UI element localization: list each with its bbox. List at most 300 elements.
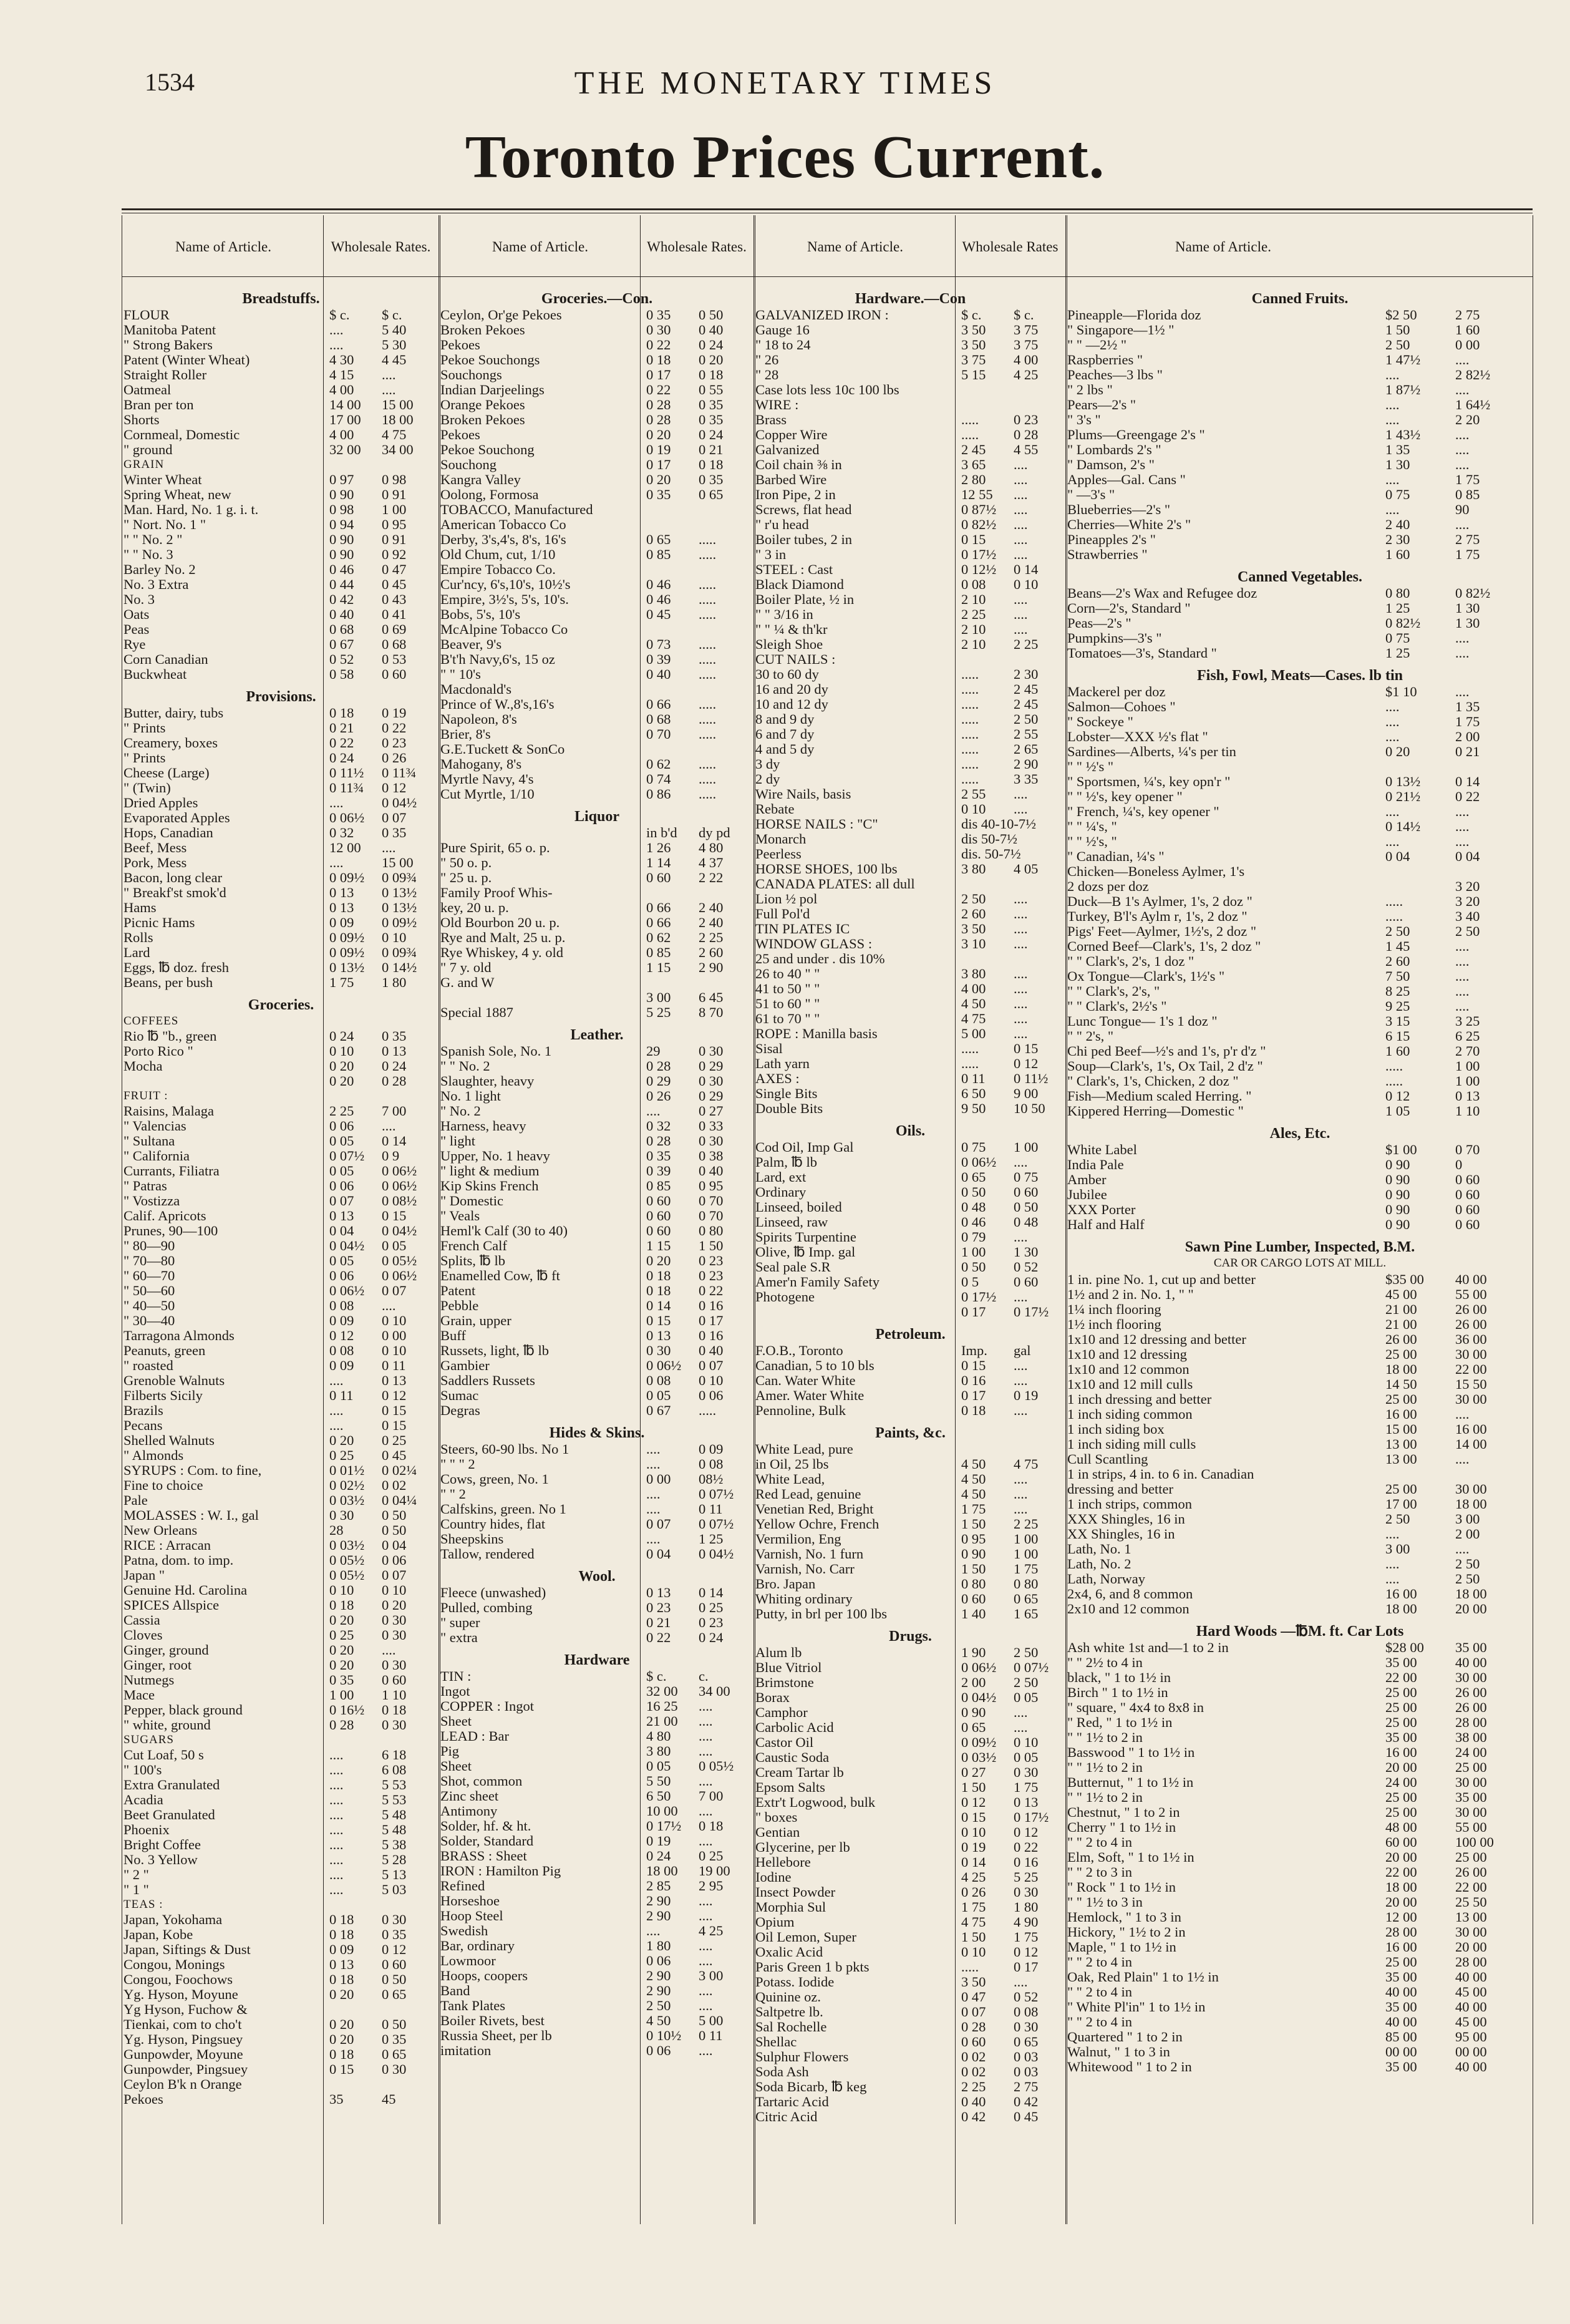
table-row [440,1938,754,1953]
article-name: Canadian, 5 to 10 bls [755,1358,875,1373]
article-name: Grenoble Walnuts [124,1373,225,1388]
rate-low: 0 24 [646,1848,671,1864]
table-row [124,562,439,577]
rate-high [379,1014,439,1029]
table-row [1067,714,1533,729]
rate-low: 0 14 [961,1854,986,1870]
article-name: Ceylon, Or'ge Pekoes [440,307,562,323]
article-name: Oatmeal [124,382,172,397]
article-name [440,990,640,1005]
table-row [1067,744,1533,759]
table-row [1067,774,1533,789]
rate-low: 1 25 [1385,645,1410,661]
rate-low: 0 05 [329,1253,354,1268]
article-name: 1 inch dressing and better [1067,1391,1212,1407]
rate-low: 1 50 [961,1516,986,1532]
article-name: " 80—90 [124,1238,175,1253]
table-row [755,1690,1065,1705]
rate-low: 0 06 [329,1268,354,1283]
rate-high: 0 65 [382,1986,407,2002]
article-name: Sheepskins [440,1531,504,1547]
rate-low: 35 00 [1385,1969,1417,1985]
table-row [1067,1805,1533,1820]
rate-high: 1 10 [1455,1103,1480,1119]
rate-low: 0 15 [961,1358,986,1373]
article-name: Saddlers Russets [440,1373,535,1388]
rate-low: 17 00 [1385,1496,1417,1512]
article-name: STEEL : Cast [755,562,833,577]
rate-high: 0 19 [1014,1388,1039,1403]
table-row [1067,1970,1533,1985]
article-name: Evaporated Apples [124,810,230,825]
rate-high: .... [1014,532,1028,547]
article-name: Tank Plates [440,1998,506,2013]
rate-high: 0 60 [382,1672,407,1688]
page-title: Toronto Prices Current. [465,124,1105,191]
article-name: " Patras [124,1178,167,1194]
rate-low: 0 22 [646,337,671,352]
rate-high: 2 95 [699,1878,724,1894]
rate-low: 0 09½ [329,945,365,960]
table-row [440,472,754,487]
rate-high [379,2002,439,2017]
rate-high: 0 25 [699,1600,724,1615]
rate-high: 0 07 [382,1283,407,1298]
article-name: Cows, green, No. 1 [440,1471,549,1487]
article-name: " " 2½ to 4 in [1067,1655,1143,1670]
table-row [1067,1760,1533,1775]
rate-low: 2 50 [646,1998,671,2013]
article-name: " Breakf'st smok'd [124,885,226,900]
rate-low: 13 00 [1385,1451,1417,1467]
table-row [440,1074,754,1089]
rate-high: .... [1014,1358,1028,1373]
table-row [440,1968,754,1983]
table-row [1067,1730,1533,1745]
table-row [755,1200,1065,1215]
rate-high [379,1089,439,1104]
article-name: Lowmoor [440,1953,496,1968]
rate-high: 30 00 [1455,1774,1487,1790]
table-row [755,757,1065,772]
table-row [755,338,1065,352]
table-row [124,1403,439,1418]
rate-low [955,877,1011,892]
rate-high: 0 23 [699,1615,724,1630]
table-row [440,772,754,787]
rate-high: .... [382,1118,396,1134]
table-row [755,862,1065,877]
rate-high: 0 30 [1014,1884,1039,1900]
rate-high: 4 75 [1014,1456,1039,1472]
rate-low: 0 18 [329,1972,354,1987]
table-row [755,1041,1065,1056]
rate-low [323,1089,379,1104]
table-row [755,1825,1065,1840]
rate-high: 0 47 [382,562,407,577]
price-column [1067,284,1533,2074]
article-name: Grain, upper [440,1313,511,1328]
rate-low: 0 42 [961,2109,986,2124]
rate-low: 0 05 [329,1163,354,1179]
rate-low: 4 50 [961,1486,986,1502]
table-row [124,323,439,338]
rate-high: .... [1014,1403,1028,1418]
rate-low: 0 18 [961,1403,986,1418]
article-name: Putty, in brl per 100 lbs [755,1606,888,1621]
table-row [1067,2015,1533,2030]
rate-high: .... [1014,1471,1028,1487]
article-name: Strawberries " [1067,547,1148,562]
rate-high: 0 16 [699,1298,724,1313]
article-name: Full Pol'd [755,906,810,921]
rate-high: 0 35 [699,397,724,412]
rate-low: 0 11½ [329,765,364,780]
rate-low: 26 00 [1385,1331,1417,1347]
article-name: White Label [1067,1142,1137,1157]
rate-high: .... [1014,1373,1028,1388]
rate-low: 0 06 [329,1118,354,1134]
rate-low [640,742,696,757]
table-row [1067,323,1533,338]
rate-low: .... [646,1441,661,1457]
table-row [124,457,439,472]
table-row [755,1487,1065,1502]
article-name: " " —2½ " [1067,337,1127,352]
table-row [755,308,1065,323]
table-row [1067,338,1533,352]
table-row [755,847,1065,862]
rate-low: 0 06 [646,2043,671,2058]
table-row [1067,631,1533,646]
rate-high: 5 38 [382,1837,407,1852]
article-name: Cloves [124,1627,163,1643]
article-name: " " " 2 [440,1456,475,1472]
rate-high: 2 75 [1014,2079,1039,2094]
article-name: 1 inch strips, common [1067,1496,1192,1512]
rate-low: .... [1385,1571,1400,1587]
rate-low: 0 17 [961,1304,986,1320]
rate-high: .... [382,367,396,382]
rate-high [1453,759,1533,774]
table-row [440,637,754,652]
rate-high: 4 55 [1014,442,1039,457]
rate-high: 13 00 [1455,1909,1487,1925]
article-name: Duck—B 1's Aylmer, 1's, 2 doz " [1067,893,1253,909]
rate-low: 60 00 [1385,1834,1417,1850]
rate-high: .... [382,1642,396,1658]
rate-low: 7 50 [1385,968,1410,984]
table-row [1067,586,1533,601]
rate-high: .... [699,1728,713,1744]
table-row [1067,1172,1533,1187]
table-row [1067,1362,1533,1377]
rate-high: 0 70 [699,1208,724,1223]
rate-high: 0 22 [1455,789,1480,804]
rate-low: 0 60 [646,1208,671,1223]
rate-low: 0 20 [329,1657,354,1673]
rate-high: 0 50 [382,2016,407,2032]
article-name: 10 and 12 dy [755,696,828,712]
article-name: Brazils [124,1403,163,1418]
table-row [1067,1587,1533,1602]
table-row [440,1532,754,1547]
rate-low: 1 00 [329,1687,354,1703]
table-row [1067,894,1533,909]
rate-high: 1 64½ [1455,397,1491,412]
rate-low: .... [646,1501,661,1517]
article-name: Oil Lemon, Super [755,1929,856,1945]
rate-high: 5 53 [382,1792,407,1807]
article-name: Spanish Sole, No. 1 [440,1043,552,1059]
table-row [124,1688,439,1703]
article-name: Beans—2's Wax and Refugee doz [1067,585,1257,601]
table-row [124,367,439,382]
rate-high: 90 [1455,502,1470,517]
article-name: GRAIN [124,458,165,471]
table-row [755,921,1065,936]
article-name: Oak, Red Plain" 1 to 1½ in [1067,1969,1219,1985]
table-row [1067,517,1533,532]
article-name: Fish, Fowl, Meats—Cases. lb tin [1197,668,1403,684]
article-name: Spirits Turpentine [755,1229,856,1245]
table-row [124,2002,439,2017]
table-row [440,382,754,397]
rate-high: .... [1014,1289,1028,1305]
rate-high: 4 75 [382,427,407,442]
rate-low: 25 00 [1385,1685,1417,1700]
rate-high: 6 08 [382,1762,407,1777]
article-name: Hemlock, " 1 to 3 in [1067,1909,1181,1925]
rate-high: 0 07½ [1014,1660,1049,1675]
rate-high: .... [1455,630,1470,646]
table-row [1067,1089,1533,1104]
rate-low: 18 00 [1385,1601,1417,1617]
table-row [124,975,439,990]
table-row [755,592,1065,607]
table-row [1067,1302,1533,1317]
article-name: Degras [440,1403,480,1418]
rate-low: 14 50 [1385,1376,1417,1392]
article-name: Lunc Tongue— 1's 1 doz " [1067,1013,1218,1029]
rate-high: ..... [699,1403,717,1418]
table-row [755,352,1065,367]
rate-low: 25 00 [1385,1481,1417,1497]
table-row [124,472,439,487]
rate-high: ..... [699,636,717,652]
rate-low: .... [329,795,344,810]
rate-low: 3 80 [961,966,986,981]
table-row [124,607,439,622]
rate-high: 0 30 [699,1133,724,1149]
article-name: Cod Oil, Imp Gal [755,1139,854,1155]
rate-high: 0 69 [382,621,407,637]
rate-low: 0 02 [961,2049,986,2064]
rate-low: 6 50 [961,1086,986,1101]
article-name: Sulphur Flowers [755,2049,849,2064]
rate-high: 0 03 [1014,2049,1039,2064]
table-row [440,592,754,607]
rate-high: 22 00 [1455,1879,1487,1895]
rate-low: 0 11 [961,1071,986,1086]
article-name: Gambier [440,1358,490,1373]
rate-low: .... [646,1531,661,1547]
rate-low: 0 07 [646,1516,671,1532]
rate-high: 2 40 [699,915,724,930]
rate-low: $ c. [961,307,982,323]
table-row [440,1164,754,1179]
table-row [755,802,1065,817]
table-row [440,2028,754,2043]
rate-low: 0 08 [329,1343,354,1358]
rate-high: 0 24 [699,337,724,352]
table-row [755,1011,1065,1026]
table-row [440,667,754,682]
article-name: " (Twin) [124,780,171,795]
rate-low: 0 00 [646,1471,671,1487]
article-name: Macdonald's [440,681,512,697]
rate-high: 0 85 [1455,487,1480,502]
table-row [124,1538,439,1553]
table-row [1067,1640,1533,1655]
table-row [755,367,1065,382]
article-name: Japan, Kobe [124,1927,193,1942]
rate-high: 0 91 [382,532,407,547]
rate-high: 0 11 [382,1358,406,1373]
rate-low: 2 50 [1385,337,1410,352]
rate-low [323,1897,379,1912]
table-row [440,1343,754,1358]
rate-high: .... [699,1953,713,1968]
table-row [1067,1029,1533,1044]
rate-high: .... [699,1698,713,1714]
article-name: Cream Tartar lb [755,1764,844,1780]
article-name [755,1305,955,1320]
rate-low [640,975,696,990]
rate-low: 1 45 [1385,938,1410,954]
rate-low: 0 03½ [961,1749,997,1765]
rate-low: 1 25 [1385,600,1410,616]
rate-high: .... [1014,487,1028,502]
table-row [755,2079,1065,2094]
page-number: 1534 [145,68,195,96]
rate-low: 0 98 [329,502,354,517]
rate-low: 2 00 [961,1675,986,1690]
article-name: " 50 o. p. [440,855,492,870]
article-name: Creamery, boxes [124,735,218,751]
rate-high: 0 50 [699,307,724,323]
article-name: B't'h Navy,6's, 15 oz [440,651,555,667]
rate-high: 2 50 [1455,923,1480,939]
table-row [124,1134,439,1149]
table-row [124,945,439,960]
rate-low: 0 40 [329,606,354,622]
article-name: Gentian [755,1824,800,1840]
table-row [755,487,1065,502]
section-heading [440,1418,754,1442]
rate-low: 2 30 [1385,532,1410,547]
rate-high: 0 65 [1014,1591,1039,1607]
article-name: Phoenix [124,1822,170,1837]
table-row [440,990,754,1005]
rate-low: 28 00 [1385,1924,1417,1940]
article-name: Prince of W.,8's,16's [440,696,555,712]
rate-high: 2 50 [1455,1571,1480,1587]
article-name: Pekoes [124,2091,163,2107]
table-row [440,1472,754,1487]
rate-low [640,885,696,900]
rate-high: 0 16 [1014,1854,1039,1870]
table-row [755,682,1065,697]
rate-high: gal [1014,1343,1031,1358]
table-row [1067,2000,1533,2015]
rate-low [955,951,1011,966]
table-row [440,1388,754,1403]
rate-low: 4 80 [646,1728,671,1744]
table-row [124,1628,439,1643]
article-name: Tartaric Acid [755,2094,829,2109]
rate-high [1011,397,1065,412]
rate-high: 20 00 [1455,1939,1487,1955]
rate-high: 0 60 [1455,1217,1480,1232]
rate-low: 6 50 [646,1788,671,1804]
rate-high: 4 00 [1014,352,1039,367]
article-name: SYRUPS : Com. to fine, [124,1462,262,1478]
rate-low: 0 11 [329,1388,354,1403]
rate-low: 35 [329,2091,344,2107]
rate-low: .... [1385,412,1400,427]
table-row [124,1897,439,1912]
article-name: " Rock " 1 to 1½ in [1067,1879,1176,1895]
rate-high [379,457,439,472]
rate-low: 0 04 [1385,848,1410,864]
rate-high: 18 00 [1455,1496,1487,1512]
rate-low: 1 50 [961,1929,986,1945]
rate-low: 0 09½ [329,870,365,885]
rate-low: .... [329,337,344,352]
article-name: " French, ¼'s, key opener " [1067,804,1219,819]
rate-low: ..... [961,696,979,712]
article-name: Peerless [755,846,802,862]
rate-high: 0 24 [699,427,724,442]
rate-high: 5 53 [382,1777,407,1792]
rate-low: 0 82½ [1385,615,1421,631]
rate-low: 0 05½ [329,1567,365,1583]
rate-high: 4 80 [699,840,724,855]
article-name: India Pale [1067,1157,1124,1172]
rate-high: 2 00 [1455,729,1480,744]
rate-low: .... [329,1807,344,1822]
column-header-rates: Wholesale Rates [962,239,1059,255]
rate-high [696,622,754,637]
article-name: Leather. [570,1027,624,1043]
article-name: Case lots less 10c 100 lbs [755,382,899,397]
article-name: " " ½'s " [1067,759,1114,774]
rate-high: 0 15 [1014,1041,1039,1056]
article-name: MOLASSES : W. I., gal [124,1507,259,1523]
rate-high: 0 11 [699,2028,723,2043]
rate-low: 20 00 [1385,1894,1417,1910]
rate-low: 0 21 [329,720,354,736]
rate-high: 4 45 [382,352,407,367]
rate-low: 0 60 [646,1223,671,1238]
rate-low: 12 00 [329,840,361,855]
rate-high: 0 21 [699,442,724,457]
rate-low: 0 08 [961,576,986,592]
rate-low: 0 06½ [329,810,365,825]
article-name: " 3 in [755,547,787,562]
article-name: Tarragona Almonds [124,1328,235,1343]
